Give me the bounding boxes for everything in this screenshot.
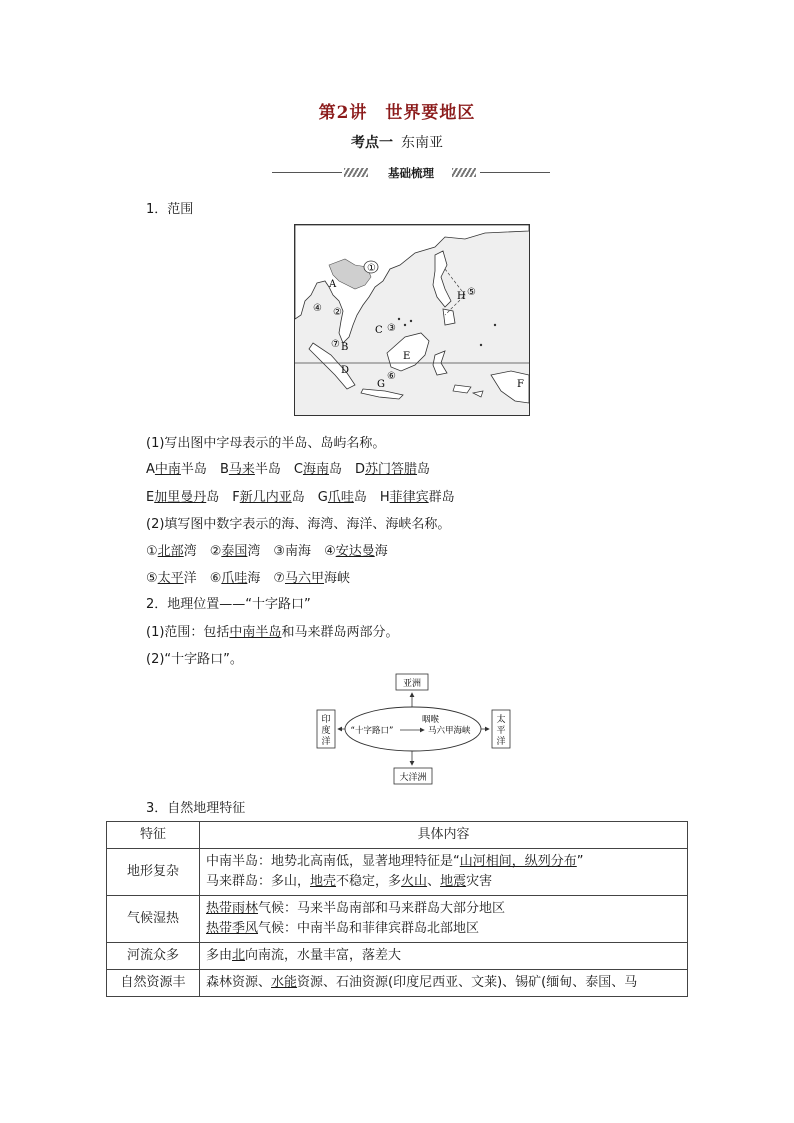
row-label-terrain: 地形复杂 xyxy=(107,849,200,896)
svg-text:太: 太 xyxy=(496,715,506,725)
sec2-crossroad: (2)“十字路口”。 xyxy=(146,652,243,667)
header-content: 具体内容 xyxy=(200,822,688,849)
map-label-2: ② xyxy=(333,307,342,318)
band-hatch-right xyxy=(452,168,476,177)
topic-label: 考点一 xyxy=(351,135,393,151)
answer-row-3: ①北部湾 ②泰国湾 ③南海 ④安达曼海 xyxy=(146,544,388,559)
table-row xyxy=(107,943,688,970)
map-label-C: C xyxy=(375,325,383,336)
row-content-climate: 热带雨林气候：马来半岛南部和马来群岛大部分地区 热带季风气候：中南半岛和菲律宾群岛北部地区 xyxy=(200,896,688,943)
answer-row-4: ⑤太平洋 ⑥爪哇海 ⑦马六甲海峡 xyxy=(146,571,351,586)
svg-text:洋: 洋 xyxy=(496,737,506,747)
svg-text:度: 度 xyxy=(321,726,331,736)
table-row xyxy=(107,896,688,943)
map-label-4: ④ xyxy=(313,303,322,314)
header-feature: 特征 xyxy=(107,822,200,849)
band-line-right xyxy=(480,172,550,173)
southeast-asia-map xyxy=(294,224,530,416)
section-band xyxy=(272,165,550,181)
map-label-B: B xyxy=(341,342,349,353)
diagram-throat: 咽喉 xyxy=(422,715,440,725)
map-label-A: A xyxy=(329,279,337,290)
svg-text:洋: 洋 xyxy=(321,737,331,747)
diagram-strait: 马六甲海峡 xyxy=(428,726,471,736)
map-label-7: ⑦ xyxy=(331,339,340,350)
row-label-climate: 气候湿热 xyxy=(107,896,200,943)
topic-name: 东南亚 xyxy=(401,135,443,151)
answer-row-1: A中南半岛 B马来半岛 C海南岛 D苏门答腊岛 xyxy=(146,462,431,477)
diagram-top-asia: 亚洲 xyxy=(402,679,422,689)
map-label-D: D xyxy=(341,365,350,376)
diagram-center: “十字路口” xyxy=(350,726,394,736)
row-content-rivers: 多由北向南流，水量丰富，落差大 xyxy=(200,943,688,970)
row-content-resources: 森林资源、水能资源、石油资源(印度尼西亚、文莱)、锡矿(缅甸、泰国、马 xyxy=(200,970,688,997)
row-content-terrain: 中南半岛：地势北高南低，显著地理特征是“山河相间，纵列分布” 马来群岛：多山，地壳不稳定，多火山、地震灾害 xyxy=(200,849,688,896)
table-row xyxy=(107,970,688,997)
map-label-6: ⑥ xyxy=(387,371,396,382)
diagram-bottom-oceania: 大洋洲 xyxy=(399,773,427,783)
sec2-scope: (1)范围：包括中南半岛和马来群岛两部分。 xyxy=(146,625,399,640)
features-table xyxy=(106,821,688,997)
band-line-left xyxy=(272,172,342,173)
table-row xyxy=(107,849,688,896)
sec1-question-2: (2)填写图中数字表示的海、海湾、海洋、海峡名称。 xyxy=(146,517,451,532)
map-label-G: G xyxy=(377,379,385,390)
crossroad-diagram xyxy=(316,672,512,786)
map-label-E: E xyxy=(403,351,411,362)
row-label-rivers: 河流众多 xyxy=(107,943,200,970)
sec3-heading: 3．自然地理特征 xyxy=(146,801,246,816)
page-title: 第2讲 世界要地区 xyxy=(318,103,476,123)
sec1-question-1: (1)写出图中字母表示的半岛、岛屿名称。 xyxy=(146,436,386,451)
sec2-heading: 2．地理位置——“十字路口” xyxy=(146,597,311,612)
map-label-F: F xyxy=(517,379,524,390)
table-header-row xyxy=(107,822,688,849)
svg-text:平: 平 xyxy=(496,726,506,736)
map-label-H: H xyxy=(457,291,466,302)
map-label-5: ⑤ xyxy=(467,287,476,298)
section-label: 基础梳理 xyxy=(388,166,434,180)
map-label-3: ③ xyxy=(387,323,396,334)
map-label-1: ① xyxy=(367,263,376,274)
band-hatch-left xyxy=(344,168,368,177)
row-label-resources: 自然资源丰 xyxy=(107,970,200,997)
sec1-heading: 1．范围 xyxy=(146,202,194,217)
svg-text:印: 印 xyxy=(321,715,331,725)
answer-row-2: E加里曼丹岛 F新几内亚岛 G爪哇岛 H菲律宾群岛 xyxy=(146,490,455,505)
topic-heading xyxy=(0,132,794,152)
